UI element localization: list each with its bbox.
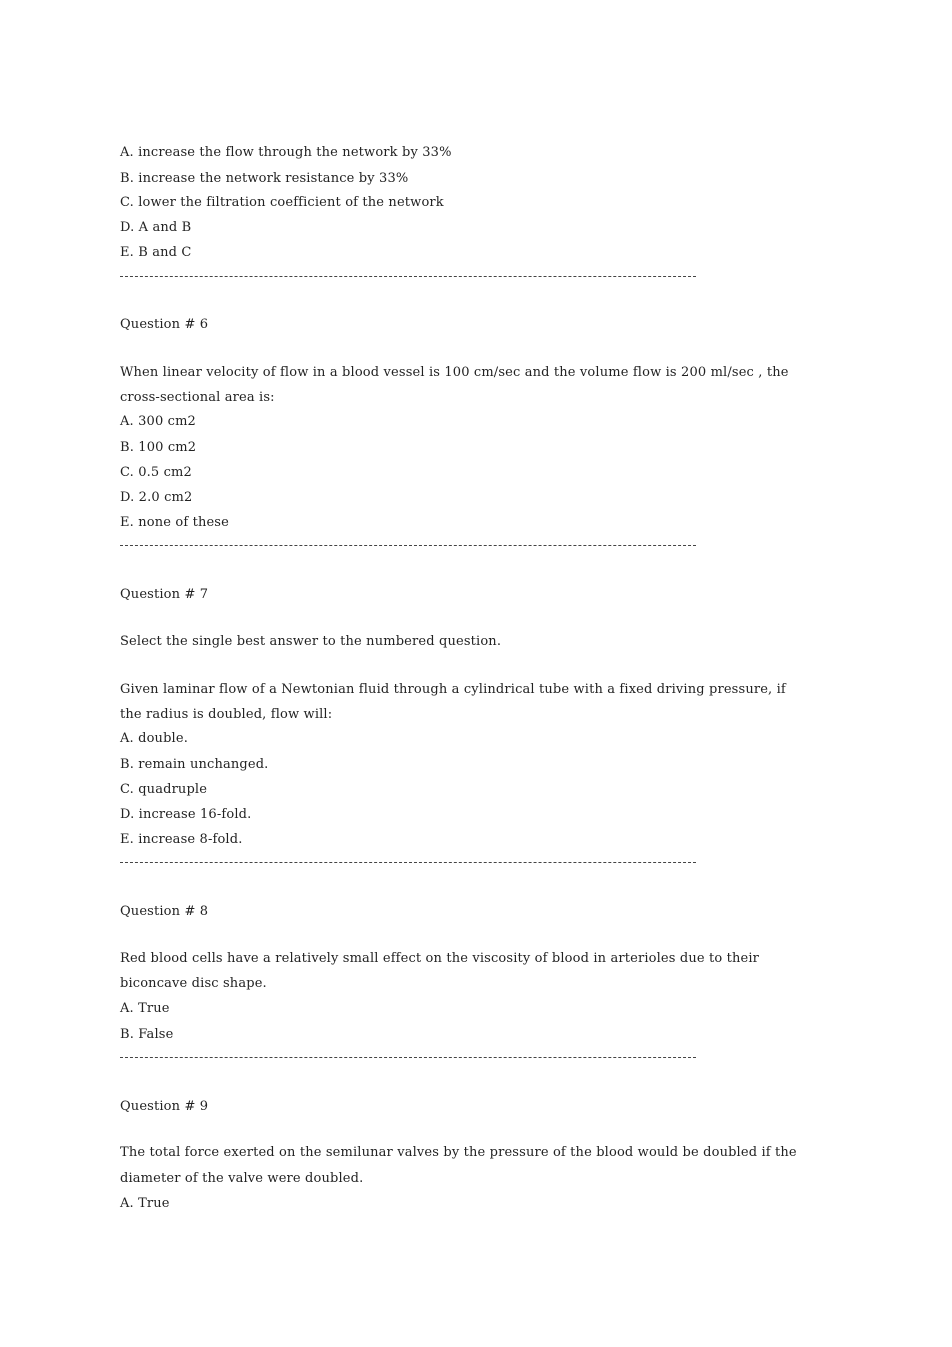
q7-stem-line-1: Given laminar flow of a Newtonian fluid through a cylindrical tube with a fixed driving pressure, if [120, 682, 786, 697]
q7-instruction: Select the single best answer to the numbered question. [120, 634, 502, 649]
q6-option-c: C. 0.5 cm2 [120, 465, 192, 480]
separator-line [120, 545, 696, 546]
q7-option-a: A. double. [120, 731, 188, 746]
q8-option-b: B. False [120, 1027, 174, 1042]
q8-stem-line-1: Red blood cells have a relatively small effect on the viscosity of blood in arterioles due to their [120, 951, 760, 966]
q6-option-e: E. none of these [120, 515, 229, 530]
q6-option-a: A. 300 cm2 [120, 414, 196, 429]
q5-option-e: E. B and C [120, 245, 192, 260]
q5-option-b: B. increase the network resistance by 33% [120, 171, 409, 186]
q8-stem-line-2: biconcave disc shape. [120, 976, 267, 991]
q9-option-a: A. True [120, 1196, 170, 1211]
separator-line [120, 1057, 696, 1058]
q9-stem-line-1: The total force exerted on the semilunar valves by the pressure of the blood would be doubled if the [120, 1145, 797, 1160]
separator-line [120, 862, 696, 863]
q7-title: Question # 7 [120, 587, 209, 602]
q8-title: Question # 8 [120, 904, 209, 919]
q5-option-d: D. A and B [120, 220, 192, 235]
q6-option-d: D. 2.0 cm2 [120, 490, 193, 505]
q7-option-d: D. increase 16-fold. [120, 807, 252, 822]
q5-option-c: C. lower the filtration coefficient of the network [120, 195, 444, 210]
q7-option-b: B. remain unchanged. [120, 757, 269, 772]
q6-stem-line-2: cross-sectional area is: [120, 390, 275, 405]
q6-title: Question # 6 [120, 317, 209, 332]
q8-option-a: A. True [120, 1001, 170, 1016]
q7-option-e: E. increase 8-fold. [120, 832, 243, 847]
q9-title: Question # 9 [120, 1099, 209, 1114]
q7-option-c: C. quadruple [120, 782, 208, 797]
q9-stem-line-2: diameter of the valve were doubled. [120, 1171, 364, 1186]
separator-line [120, 276, 696, 277]
q6-option-b: B. 100 cm2 [120, 440, 197, 455]
q5-option-a: A. increase the flow through the network by 33% [120, 145, 452, 160]
q6-stem-line-1: When linear velocity of flow in a blood vessel is 100 cm/sec and the volume flow is 200 ml/sec , the [120, 365, 789, 380]
q7-stem-line-2: the radius is doubled, flow will: [120, 707, 333, 722]
